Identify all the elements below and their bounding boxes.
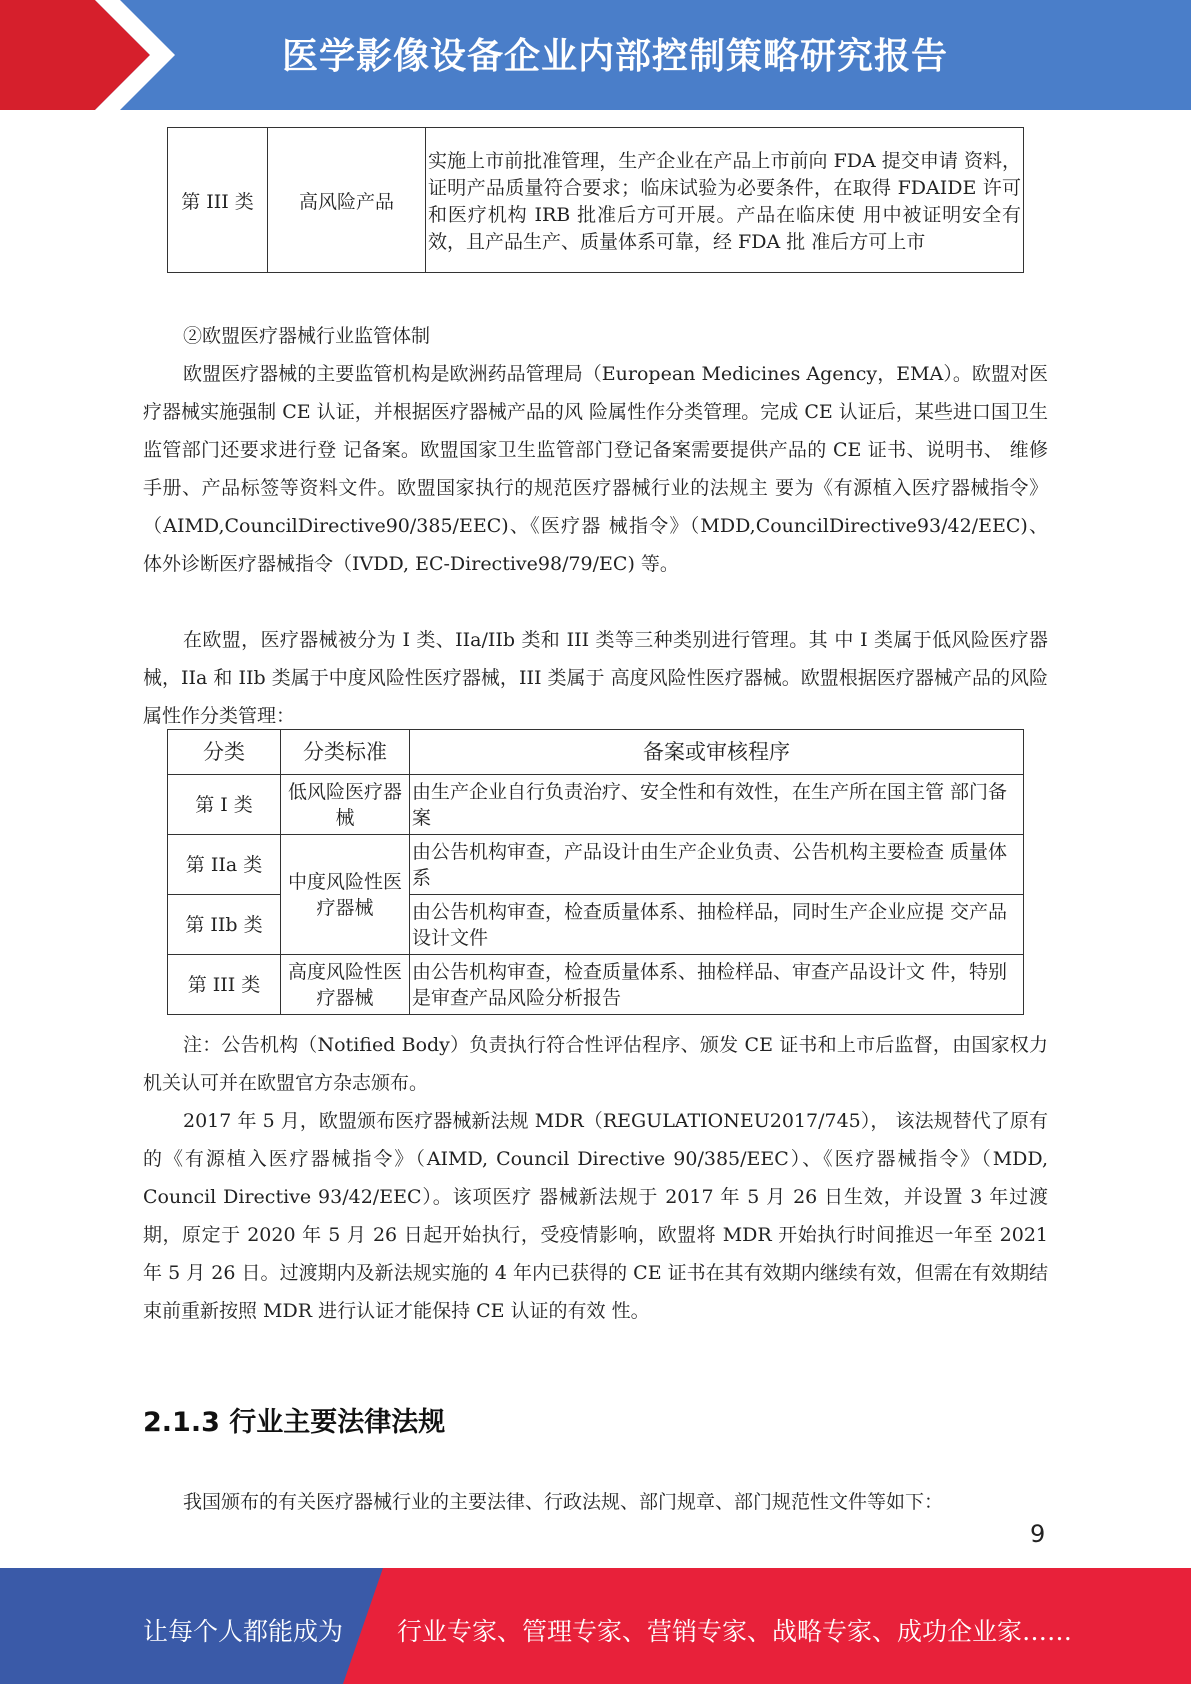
class-cell: 第 I 类 bbox=[168, 775, 281, 835]
us-class-table bbox=[167, 127, 1024, 273]
section-title: 2.1.3 行业主要法律法规 bbox=[143, 1407, 446, 1438]
standard-cell: 高度风险性医疗器械 bbox=[281, 955, 410, 1015]
footer-slogan-left: 让每个人都能成为 bbox=[143, 1617, 344, 1646]
procedure-cell: 由生产企业自行负责治疗、安全性和有效性，在生产所在国主管 部门备案 bbox=[410, 775, 1024, 835]
footer-slogan-right: 行业专家、管理专家、营销专家、战略专家、成功企业家…… bbox=[397, 1617, 1073, 1646]
header-title: 医学影像设备企业内部控制策略研究报告 bbox=[282, 36, 949, 77]
paragraph: 欧盟医疗器械的主要监管机构是欧洲药品管理局（European Medicines Agency，EMA）。欧盟对医疗器械实施强制 CE 认证，并根据医疗器械产品的风 险属性作分类管理。完成 CE 认证后，某些进口国卫生监管部门还要求进行登 记备案。欧盟国家卫生监管部门登记备案需要提供产品的 CE 证书、说明书、 维修手册、产品标签等资料文件。欧盟国家执行的规范医疗器械行业的法规主 要为《有源植入医疗器械指令》（AIMD,CouncilDirective90/385/EEC)、《医疗器 械指令》（MDD,CouncilDirective93/42/EEC)、体外诊断医疗器械指令（IVDD, EC-Directive98/79/EC) 等。 bbox=[143, 363, 1048, 575]
class-cell: 第 III 类 bbox=[168, 955, 281, 1015]
procedure-cell: 由公告机构审查，检查质量体系、抽检样品、审查产品设计文 件，特别是审查产品风险分析报告 bbox=[410, 955, 1024, 1015]
paragraph: 在欧盟，医疗器械被分为 I 类、IIa/IIb 类和 III 类等三种类别进行管理。其 中 I 类属于低风险医疗器械，IIa 和 IIb 类属于中度风险性医疗器械，III 类属于 高度风险性医疗器械。欧盟根据医疗器械产品的风险属性作分类管理： bbox=[143, 629, 1048, 727]
subheading: ②欧盟医疗器械行业监管体制 bbox=[183, 325, 431, 347]
standard-cell: 中度风险性医疗器械 bbox=[281, 835, 410, 955]
table-row bbox=[168, 835, 1024, 895]
table-header: 备案或审核程序 bbox=[410, 730, 1024, 775]
risk-cell: 高风险产品 bbox=[268, 128, 426, 273]
procedure-cell: 实施上市前批准管理，生产企业在产品上市前向 FDA 提交申请 资料，证明产品质量符合要求；临床试验为必要条件，在取得 FDAIDE 许可和医疗机构 IRB 批准后方可开展。产品在临床使 用中被证明安全有效，且产品生产、质量体系可靠，经 FDA 批 准后方可上市 bbox=[426, 128, 1024, 273]
page-number: 9 bbox=[1030, 1520, 1046, 1548]
class-cell: 第 IIb 类 bbox=[168, 895, 281, 955]
procedure-cell: 由公告机构审查，检查质量体系、抽检样品，同时生产企业应提 交产品设计文件 bbox=[410, 895, 1024, 955]
table-row bbox=[168, 775, 1024, 835]
procedure-cell: 由公告机构审查，产品设计由生产企业负责、公告机构主要检查 质量体系 bbox=[410, 835, 1024, 895]
standard-cell: 低风险医疗器械 bbox=[281, 775, 410, 835]
class-cell: 第 IIa 类 bbox=[168, 835, 281, 895]
note-paragraph: 注：公告机构（Notified Body）负责执行符合性评估程序、颁发 CE 证书和上市后监督，由国家权力机关认可并在欧盟官方杂志颁布。 bbox=[143, 1034, 1048, 1094]
eu-class-table bbox=[167, 729, 1024, 1015]
paragraph: 我国颁布的有关医疗器械行业的主要法律、行政法规、部门规章、部门规范性文件等如下： bbox=[183, 1491, 944, 1513]
table-header: 分类标准 bbox=[281, 730, 410, 775]
table-header: 分类 bbox=[168, 730, 281, 775]
class-cell: 第 III 类 bbox=[168, 128, 268, 273]
page-footer bbox=[0, 1568, 1191, 1684]
page-header bbox=[0, 0, 1191, 110]
table-row bbox=[168, 955, 1024, 1015]
paragraph: 2017 年 5 月，欧盟颁布医疗器械新法规 MDR（REGULATIONEU2017/745）， 该法规替代了原有的《有源植入医疗器械指令》（AIMD, Council Directive 90/385/EEC）、《医疗器械指令》（MDD, Council Directive 93/42/EEC）。该项医疗 器械新法规于 2017 年 5 月 26 日生效，并设置 3 年过渡期，原定于 2020 年 5 月 26 日起开始执行，受疫情影响，欧盟将 MDR 开始执行时间推迟一年至 2021 年 5 月 26 日。过渡期内及新法规实施的 4 年内已获得的 CE 证书在其有效期内继续有效，但需在有效期结束前重新按照 MDR 进行认证才能保持 CE 认证的有效 性。 bbox=[143, 1110, 1048, 1322]
